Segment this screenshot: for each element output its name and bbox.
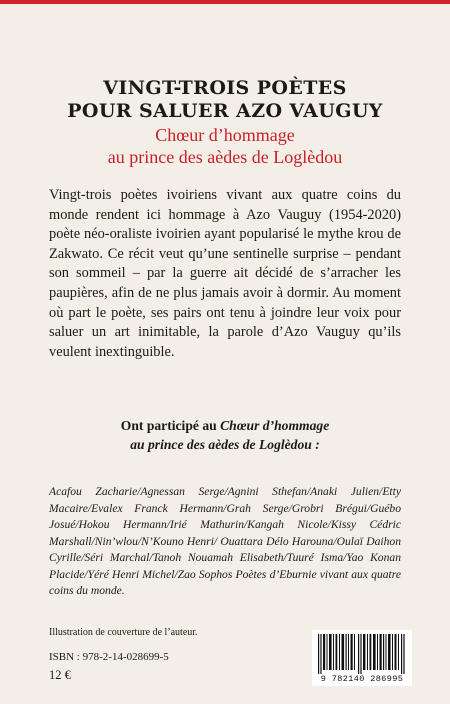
book-title-line2: POUR SALUER AZO VAUGUY [67,100,383,122]
participants-intro: Ont participé au [120,418,221,433]
book-title-line1: VINGT-TROIS POÈTES [103,77,347,99]
top-accent-bar [0,0,450,4]
participants-work-line2: au prince des aèdes de Loglèdou : [130,437,320,452]
participants-heading [20,416,430,454]
book-subtitle-line2: au prince des aèdes de Loglèdou [107,147,343,167]
illustration-credit: Illustration de couverture de l’auteur. [49,627,198,638]
participants-names: Acafou Zacharie/Agnessan Serge/Agnini Sthefan/Anaki Julien/Etty Macaire/Evalex Franck Hermann/Grah Serge/Grobri Brégui/Guébo Josué/Hokou Hermann/Irié Mathurin/Kangah Nicole/Kissy Cédric Marshall/Nin’wlou/N’Kouno Henri/ Ouattara Délo Harouna/Oulaï Daihon Cyrille/Séri Marchal/Tanoh Nouamah Elisabeth/Tuuré Isma/Yao Konan Placide/Yéré Henri Michel/Zao Sophos Poètes d’Eburnie vivant aux quatre coins du monde. [49,485,401,597]
participants-work-line1: Chœur d’hommage [220,418,330,433]
book-subtitle-line1: Chœur d’hommage [155,125,295,145]
isbn: ISBN : 978-2-14-028699-5 [49,651,169,663]
blurb-paragraph: Vingt-trois poètes ivoiriens vivant aux quatre coins du monde rendent ici hommage à Azo Vauguy (1954-2020) poète néo-oraliste ivoirien ayant popularisé le mythe krou de Zakwato. Ce récit veut qu’une sentinelle surprise – pendant son sommeil – par la guerre ait décidé de s’arracher les paupières, afin de ne plus jamais avoir à dormir. Au moment où part le poète, ses pairs ont tenu à joindre leur voix pour saluer un art inimitable, la parole d’Azo Vauguy qu’ils veulent inextinguible. [49,187,401,360]
barcode-bars-icon [312,630,412,676]
barcode-number: 9 782140 286995 [320,674,404,684]
price: 12 € [49,668,71,682]
